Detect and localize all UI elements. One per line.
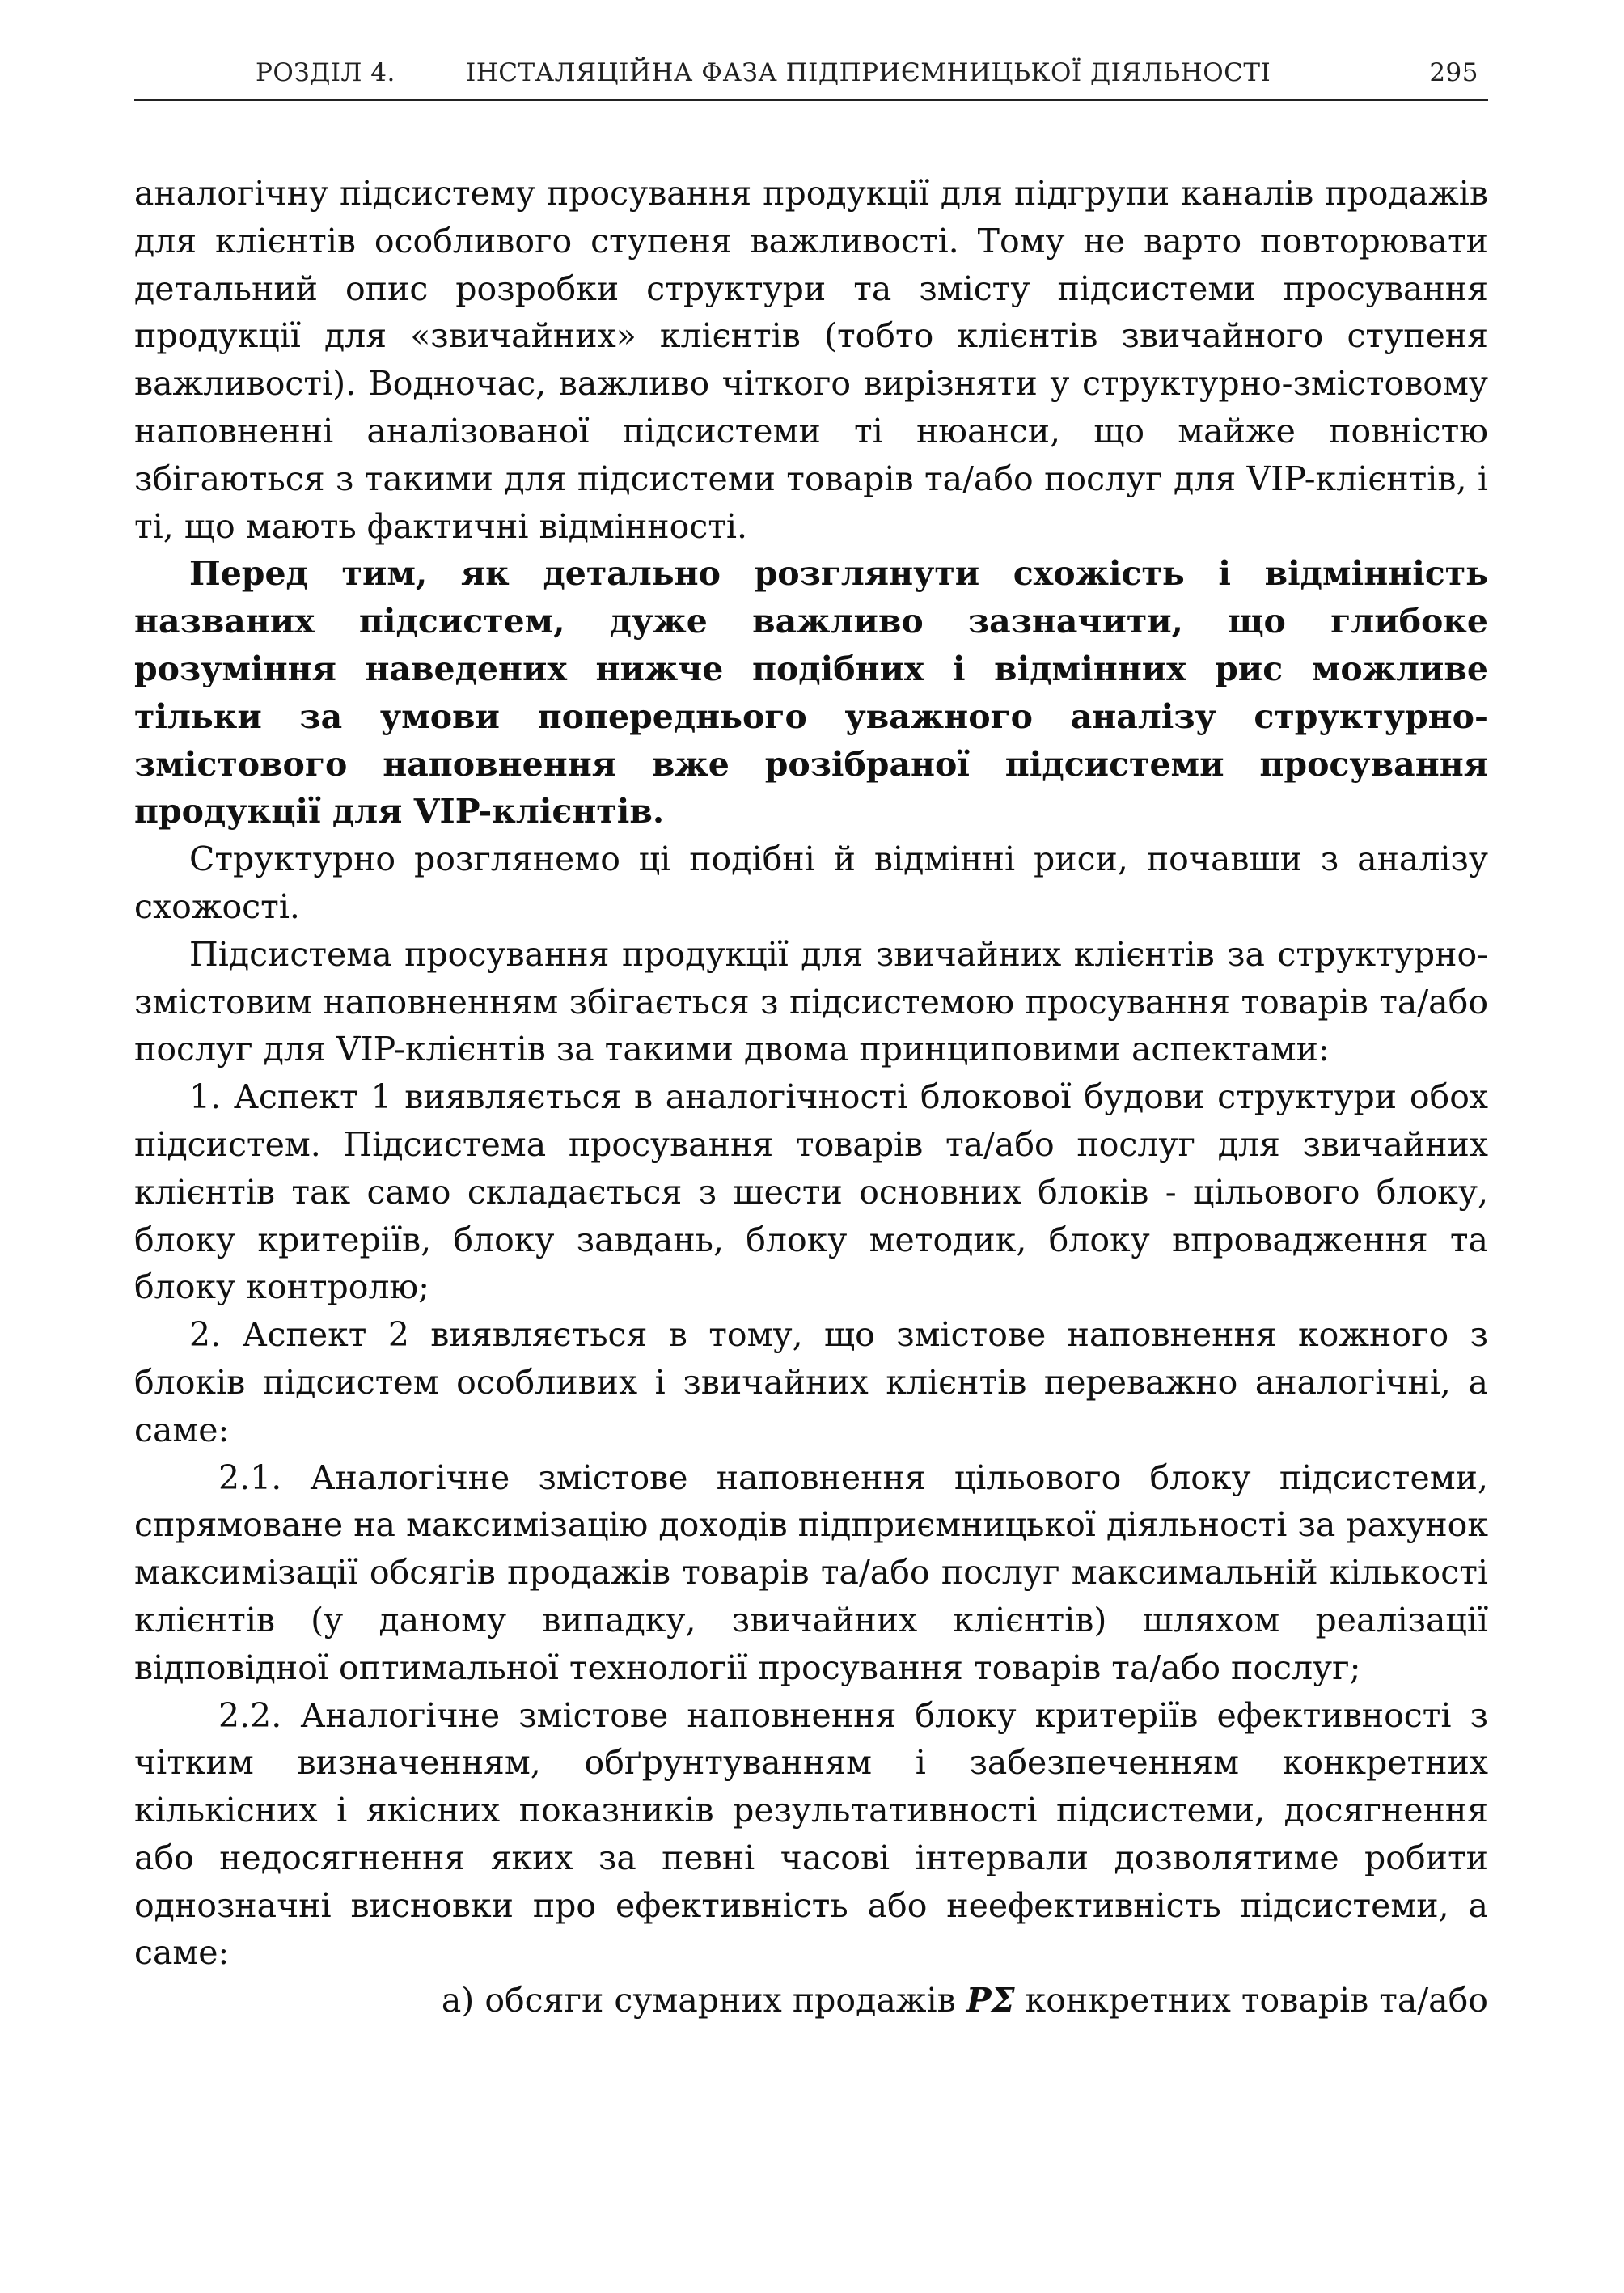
- list-item-2-2: 2.2. Аналогічне змістове наповнення блоку критеріїв ефективності з чітким визначенням, обґрунтуванням і забезпеченням конкретних кількісних і якісних показників результативності підсистеми, досягнення або недосягнення яких за певні часові інтервали дозволятиме робити однозначні висновки про ефективність або неефективність підсистеми, а саме:: [134, 1695, 1488, 1973]
- sum-symbol: PΣ: [966, 1981, 1015, 2020]
- list-item-2-1: 2.1. Аналогічне змістове наповнення цільового блоку підсистеми, спрямоване на максимізацію доходів підприємницької діяльності за рахунок максимізації обсягів продажів товарів та/або послуг максимальній кількості клієнтів (у даному випадку, звичайних клієнтів) шляхом реалізації відповідної оптимальної технології просування товарів та/або послуг;: [134, 1457, 1488, 1687]
- chapter-label: РОЗДІЛ 4.: [256, 58, 395, 87]
- running-header: [134, 53, 1488, 101]
- paragraph-2-bold: Перед тим, як детально розглянути схожість і відмінність названих підсистем, дуже важливо зазначити, що глибоке розуміння наведених нижче подібних і відмінних рис можливе тільки за умови попереднього уважного аналізу структурно-змістового наповнення вже розібраної підсистеми просування продукції для VIP-клієнтів.: [134, 554, 1488, 831]
- page-number: 295: [1429, 58, 1478, 87]
- list-item-1: 1. Аспект 1 виявляється в аналогічності блокової будови структури обох підсистем. Підсистема просування товарів та/або послуг для звичайних клієнтів так само складається з шести основних блоків - цільового блоку, блоку критеріїв, блоку завдань, блоку методик, блоку впровадження та блоку контролю;: [134, 1077, 1488, 1307]
- body-text: [134, 170, 1488, 2024]
- item-a-suffix: конкретних товарів та/або: [1025, 1981, 1488, 2020]
- paragraph-3: Структурно розглянемо ці подібні й відмінні риси, почавши з аналізу схожості.: [134, 840, 1488, 926]
- paragraph-1: аналогічну підсистему просування продукції для підгрупи каналів продажів для клієнтів особливого ступеня важливості. Тому не варто повторювати детальний опис розробки структури та змісту підсистеми просування продукції для «звичайних» клієнтів (тобто клієнтів звичайного ступеня важливості). Водночас, важливо чіткого вирізняти у структурно-змістовому наповненні аналізованої підсистеми ті нюанси, що майже повністю збігаються з такими для підсистеми товарів та/або послуг для VIP-клієнтів, і ті, що мають фактичні відмінності.: [134, 174, 1488, 546]
- list-item-2: 2. Аспект 2 виявляється в тому, що змістове наповнення кожного з блоків підсистем особливих і звичайних клієнтів переважно аналогічні, а саме:: [134, 1315, 1488, 1449]
- chapter-title: ІНСТАЛЯЦІЙНА ФАЗА ПІДПРИЄМНИЦЬКОЇ ДІЯЛЬНОСТІ: [466, 58, 1271, 87]
- paragraph-4: Підсистема просування продукції для звичайних клієнтів за структурно-змістовим наповненням збігається з підсистемою просування товарів та/або послуг для VIP-клієнтів за такими двома принциповими аспектами:: [134, 934, 1488, 1069]
- item-a-prefix: а) обсяги сумарних продажів: [441, 1981, 956, 2020]
- list-item-a: [134, 1977, 1488, 2024]
